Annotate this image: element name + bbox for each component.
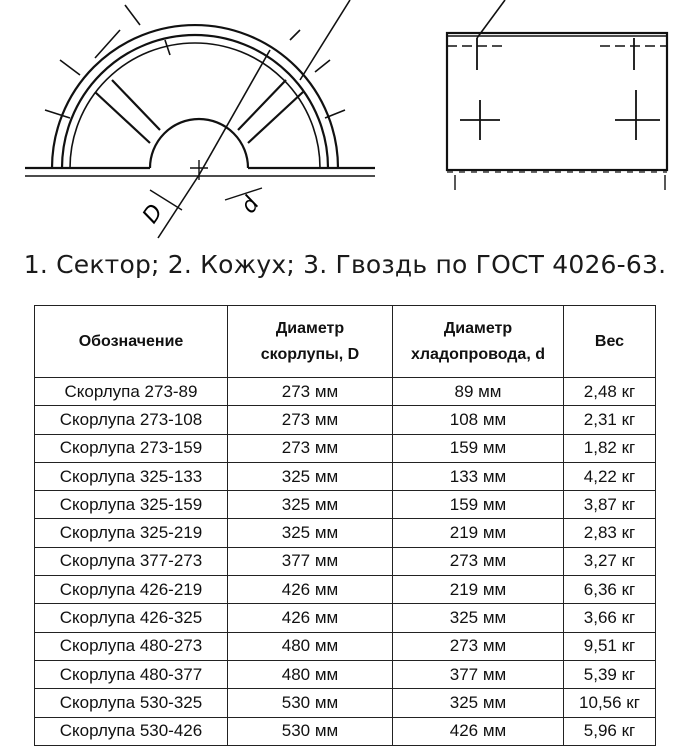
cell-shell-diameter: 377 мм (228, 547, 393, 575)
cell-pipe-diameter: 159 мм (393, 491, 564, 519)
cell-weight: 6,36 кг (564, 576, 656, 604)
cell-shell-diameter: 273 мм (228, 434, 393, 462)
table-row (35, 378, 656, 406)
cell-pipe-diameter: 325 мм (393, 604, 564, 632)
cell-designation: Скорлупа 325-159 (35, 491, 228, 519)
cell-pipe-diameter: 219 мм (393, 576, 564, 604)
cell-pipe-diameter: 219 мм (393, 519, 564, 547)
cell-shell-diameter: 273 мм (228, 406, 393, 434)
cell-designation: Скорлупа 480-273 (35, 632, 228, 660)
header-designation: Обозначение (35, 306, 228, 378)
cell-designation: Скорлупа 530-426 (35, 717, 228, 745)
cell-pipe-diameter: 426 мм (393, 717, 564, 745)
table-row (35, 434, 656, 462)
cell-shell-diameter: 273 мм (228, 378, 393, 406)
cell-designation: Скорлупа 325-133 (35, 462, 228, 490)
cell-shell-diameter: 530 мм (228, 717, 393, 745)
cell-weight: 5,96 кг (564, 717, 656, 745)
cell-shell-diameter: 426 мм (228, 576, 393, 604)
specification-table (34, 305, 656, 746)
cell-weight: 3,27 кг (564, 547, 656, 575)
cell-designation: Скорлупа 273-159 (35, 434, 228, 462)
cell-shell-diameter: 426 мм (228, 604, 393, 632)
table-row (35, 519, 656, 547)
cell-weight: 5,39 кг (564, 660, 656, 688)
table-row (35, 462, 656, 490)
shell-section-drawing (25, 0, 375, 238)
header-shell-diameter-line2: скорлупы, D (260, 345, 360, 363)
table-row (35, 547, 656, 575)
cell-weight: 10,56 кг (564, 689, 656, 717)
table-row (35, 660, 656, 688)
cell-designation: Скорлупа 530-325 (35, 689, 228, 717)
cell-designation: Скорлупа 480-377 (35, 660, 228, 688)
cell-weight: 3,66 кг (564, 604, 656, 632)
cell-weight: 1,82 кг (564, 434, 656, 462)
cell-shell-diameter: 480 мм (228, 632, 393, 660)
cell-weight: 2,31 кг (564, 406, 656, 434)
cell-designation: Скорлупа 273-89 (35, 378, 228, 406)
cell-weight: 3,87 кг (564, 491, 656, 519)
cell-pipe-diameter: 89 мм (393, 378, 564, 406)
table-header-row (35, 306, 656, 378)
cell-shell-diameter: 325 мм (228, 519, 393, 547)
label-d: d (236, 192, 265, 219)
header-shell-diameter-line1: Диаметр (275, 319, 345, 337)
header-shell-diameter (228, 306, 393, 378)
cell-shell-diameter: 325 мм (228, 462, 393, 490)
header-pipe-diameter (393, 306, 564, 378)
table-row (35, 406, 656, 434)
cell-weight: 9,51 кг (564, 632, 656, 660)
cell-pipe-diameter: 273 мм (393, 547, 564, 575)
header-pipe-diameter-line2: хладопровода, d (410, 345, 545, 363)
table-body (35, 378, 656, 746)
cell-designation: Скорлупа 426-219 (35, 576, 228, 604)
header-weight: Вес (564, 306, 656, 378)
cell-designation: Скорлупа 273-108 (35, 406, 228, 434)
cell-pipe-diameter: 273 мм (393, 632, 564, 660)
cell-designation: Скорлупа 325-219 (35, 519, 228, 547)
cell-designation: Скорлупа 426-325 (35, 604, 228, 632)
cell-weight: 4,22 кг (564, 462, 656, 490)
cell-shell-diameter: 325 мм (228, 491, 393, 519)
cell-weight: 2,83 кг (564, 519, 656, 547)
table-row (35, 604, 656, 632)
cell-pipe-diameter: 159 мм (393, 434, 564, 462)
drawing-caption: 1. Сектор; 2. Кожух; 3. Гвоздь по ГОСТ 4026-63. (23, 250, 667, 279)
cell-pipe-diameter: 325 мм (393, 689, 564, 717)
header-pipe-diameter-line1: Диаметр (443, 319, 513, 337)
cell-shell-diameter: 480 мм (228, 660, 393, 688)
label-D: D (138, 199, 169, 229)
cell-pipe-diameter: 108 мм (393, 406, 564, 434)
table-row (35, 491, 656, 519)
cell-pipe-diameter: 377 мм (393, 660, 564, 688)
cell-designation: Скорлупа 377-273 (35, 547, 228, 575)
casing-side-view (447, 0, 667, 190)
table-row (35, 576, 656, 604)
table-row (35, 717, 656, 745)
table-row (35, 632, 656, 660)
cell-pipe-diameter: 133 мм (393, 462, 564, 490)
technical-drawing (0, 0, 690, 240)
cell-shell-diameter: 530 мм (228, 689, 393, 717)
cell-weight: 2,48 кг (564, 378, 656, 406)
table-row (35, 689, 656, 717)
